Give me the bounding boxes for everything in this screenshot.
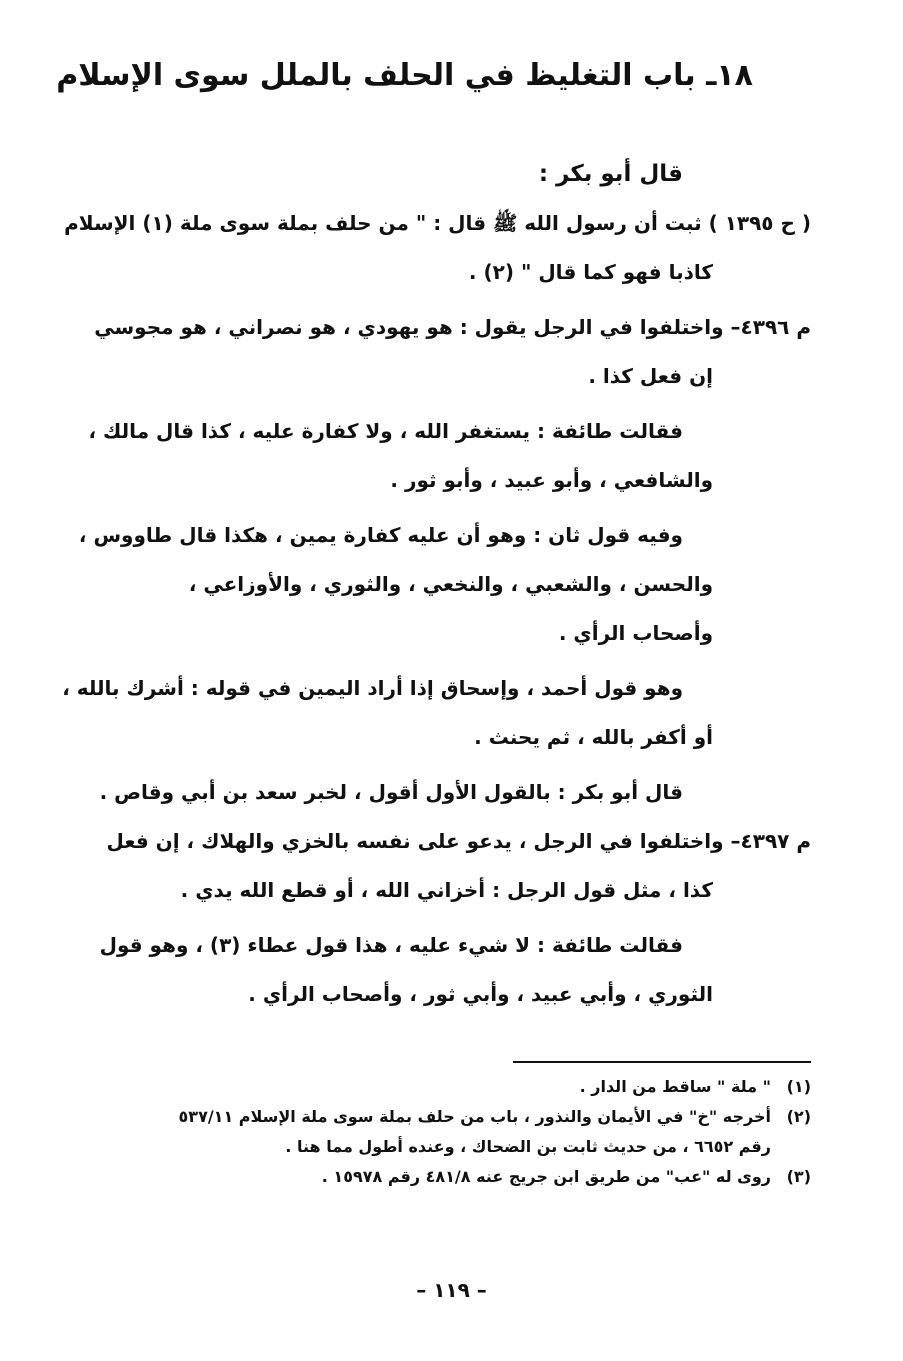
opinion-line: فقالت طائفة : يستغفر الله ، ولا كفارة عليه ، كذا قال مالك ، (88, 419, 683, 443)
footnote-number: (٣) (786, 1167, 811, 1186)
footnote-text: روى له "عب" من طريق ابن جريج عنه ٤٨١/٨ رقم ١٥٩٧٨ . (321, 1167, 771, 1186)
speaker-heading: قال أبو بكر : (538, 161, 683, 187)
issue-line: م ٤٣٩٦– واختلفوا في الرجل يقول : هو يهودي ، هو نصراني ، هو مجوسي (94, 315, 811, 339)
issue-line: كذا ، مثل قول الرجل : أخزاني الله ، أو قطع الله يدي . (180, 878, 713, 902)
page-number: – ١١٩ – (416, 1278, 487, 1302)
footnote-number: (٢) (786, 1107, 811, 1126)
footnote-2-continued: رقم ٦٦٥٢ ، من حديث ثابت بن الضحاك ، وعنده أطول مما هنا . (285, 1137, 771, 1156)
opinion-line: وفيه قول ثان : وهو أن عليه كفارة يمين ، هكذا قال طاووس ، (78, 523, 683, 547)
opinion-line: وأصحاب الرأي . (558, 621, 713, 645)
hadith-line: ( ح ١٣٩٥ ) ثبت أن رسول الله ﷺ قال : " من حلف بملة سوى ملة (١) الإسلام (64, 211, 811, 235)
opinion-line: وهو قول أحمد ، وإسحاق إذا أراد اليمين في قوله : أشرك بالله ، (62, 676, 683, 700)
footnotes (92, 1072, 811, 1192)
opinion-line: فقالت طائفة : لا شيء عليه ، هذا قول عطاء (٣) ، وهو قول (99, 933, 683, 957)
opinion-line: والشافعي ، وأبو عبيد ، وأبو ثور . (390, 468, 713, 492)
hadith-line: كاذبا فهو كما قال " (٢) . (468, 260, 713, 284)
opinion-line: الثوري ، وأبي عبيد ، وأبي ثور ، وأصحاب الرأي . (248, 982, 713, 1006)
footnote-number: (١) (786, 1077, 811, 1096)
main-text (62, 150, 811, 1019)
issue-line: م ٤٣٩٧– واختلفوا في الرجل ، يدعو على نفسه بالخزي والهلاك ، إن فعل (106, 829, 811, 853)
issue-line: إن فعل كذا . (588, 364, 713, 388)
opinion-line: أو أكفر بالله ، ثم يحنث . (474, 725, 713, 749)
footnote-3 (92, 1162, 811, 1192)
opinion-line: والحسن ، والشعبي ، والنخعي ، والثوري ، والأوزاعي ، (188, 572, 713, 596)
chapter-title: ١٨ـ باب التغليظ في الحلف بالملل سوى الإسلام (56, 58, 753, 93)
author-opinion-line: قال أبو بكر : بالقول الأول أقول ، لخبر سعد بن أبي وقاص . (99, 780, 683, 804)
footnote-divider (513, 1061, 811, 1063)
footnote-1 (92, 1072, 811, 1102)
footnote-2 (92, 1102, 811, 1132)
footnote-text: " ملة " ساقط من الدار . (579, 1077, 771, 1096)
footnote-text: أخرجه "خ" في الأيمان والنذور ، باب من حلف بملة سوى ملة الإسلام ٥٣٧/١١ (178, 1107, 771, 1126)
